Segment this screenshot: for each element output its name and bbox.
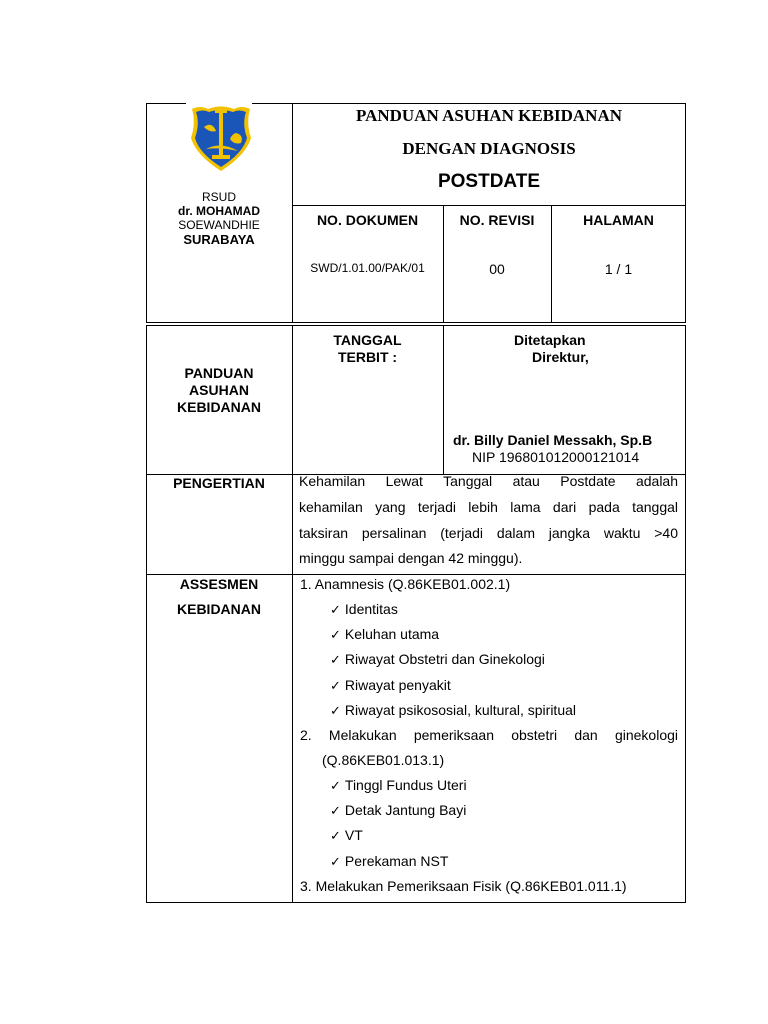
check-item: ✓ Perekaman NST: [330, 853, 448, 870]
assesmen-label-1: ASSESMEN: [179, 576, 259, 592]
check-item: ✓ VT: [330, 827, 363, 844]
institution-line-3: SOEWANDHIE: [178, 218, 260, 232]
panduan-label-1: PANDUAN: [184, 365, 254, 381]
check-item: ✓ Identitas: [330, 601, 398, 618]
institution-line-4: SURABAYA: [183, 232, 255, 247]
no-revisi-header: NO. REVISI: [459, 212, 535, 228]
halaman-value: 1 / 1: [604, 261, 633, 277]
panduan-label-3: KEBIDANAN: [177, 399, 261, 415]
institution-line-1: RSUD: [201, 190, 236, 204]
assesmen-item-2-code: (Q.86KEB01.013.1): [322, 752, 445, 768]
assesmen-item-1: 1. Anamnesis (Q.86KEB01.002.1): [300, 576, 511, 592]
check-item: ✓ Riwayat Obstetri dan Ginekologi: [330, 651, 545, 668]
panduan-label-2: ASUHAN: [189, 382, 249, 398]
pengertian-line-4: minggu sampai dengan 42 minggu).: [299, 550, 523, 566]
halaman-header: HALAMAN: [583, 212, 654, 228]
no-dokumen-value: SWD/1.01.00/PAK/01: [310, 261, 425, 275]
title-line-3: POSTDATE: [437, 171, 541, 192]
direktur-label: Direktur,: [532, 349, 589, 365]
institution-line-2: dr. MOHAMAD: [178, 204, 260, 218]
pengertian-label: PENGERTIAN: [173, 475, 265, 491]
tanggal-terbit-2: TERBIT :: [337, 349, 398, 365]
no-revisi-value: 00: [489, 261, 505, 277]
ditetapkan-label: Ditetapkan: [514, 332, 586, 348]
tanggal-terbit-1: TANGGAL: [333, 332, 402, 348]
pengertian-line-1: Kehamilan Lewat Tanggal atau Postdate adalah: [299, 473, 678, 489]
check-item: ✓ Riwayat psikososial, kultural, spiritual: [330, 702, 576, 719]
pengertian-line-3: taksiran persalinan (terjadi dalam jangka waktu >40: [299, 525, 678, 541]
check-item: ✓ Riwayat penyakit: [330, 677, 451, 694]
assesmen-item-3: 3. Melakukan Pemeriksaan Fisik (Q.86KEB01.011.1): [300, 878, 627, 894]
assesmen-label-2: KEBIDANAN: [177, 601, 261, 617]
check-item: ✓ Tinggl Fundus Uteri: [330, 777, 467, 794]
title-line-2: DENGAN DIAGNOSIS: [402, 139, 576, 158]
no-dokumen-header: NO. DOKUMEN: [316, 212, 419, 228]
signatory-nip: NIP 196801012000121014: [472, 449, 640, 465]
pengertian-line-2: kehamilan yang terjadi lebih lama dari pada tanggal: [299, 499, 678, 515]
assesmen-item-2: 2. Melakukan pemeriksaan obstetri dan ginekologi: [300, 727, 678, 743]
signatory-name: dr. Billy Daniel Messakh, Sp.B: [453, 432, 653, 448]
check-item: ✓ Keluhan utama: [330, 626, 439, 643]
surabaya-crest-icon: [186, 103, 256, 173]
check-item: ✓ Detak Jantung Bayi: [330, 802, 466, 819]
title-line-1: PANDUAN ASUHAN KEBIDANAN: [355, 106, 623, 125]
